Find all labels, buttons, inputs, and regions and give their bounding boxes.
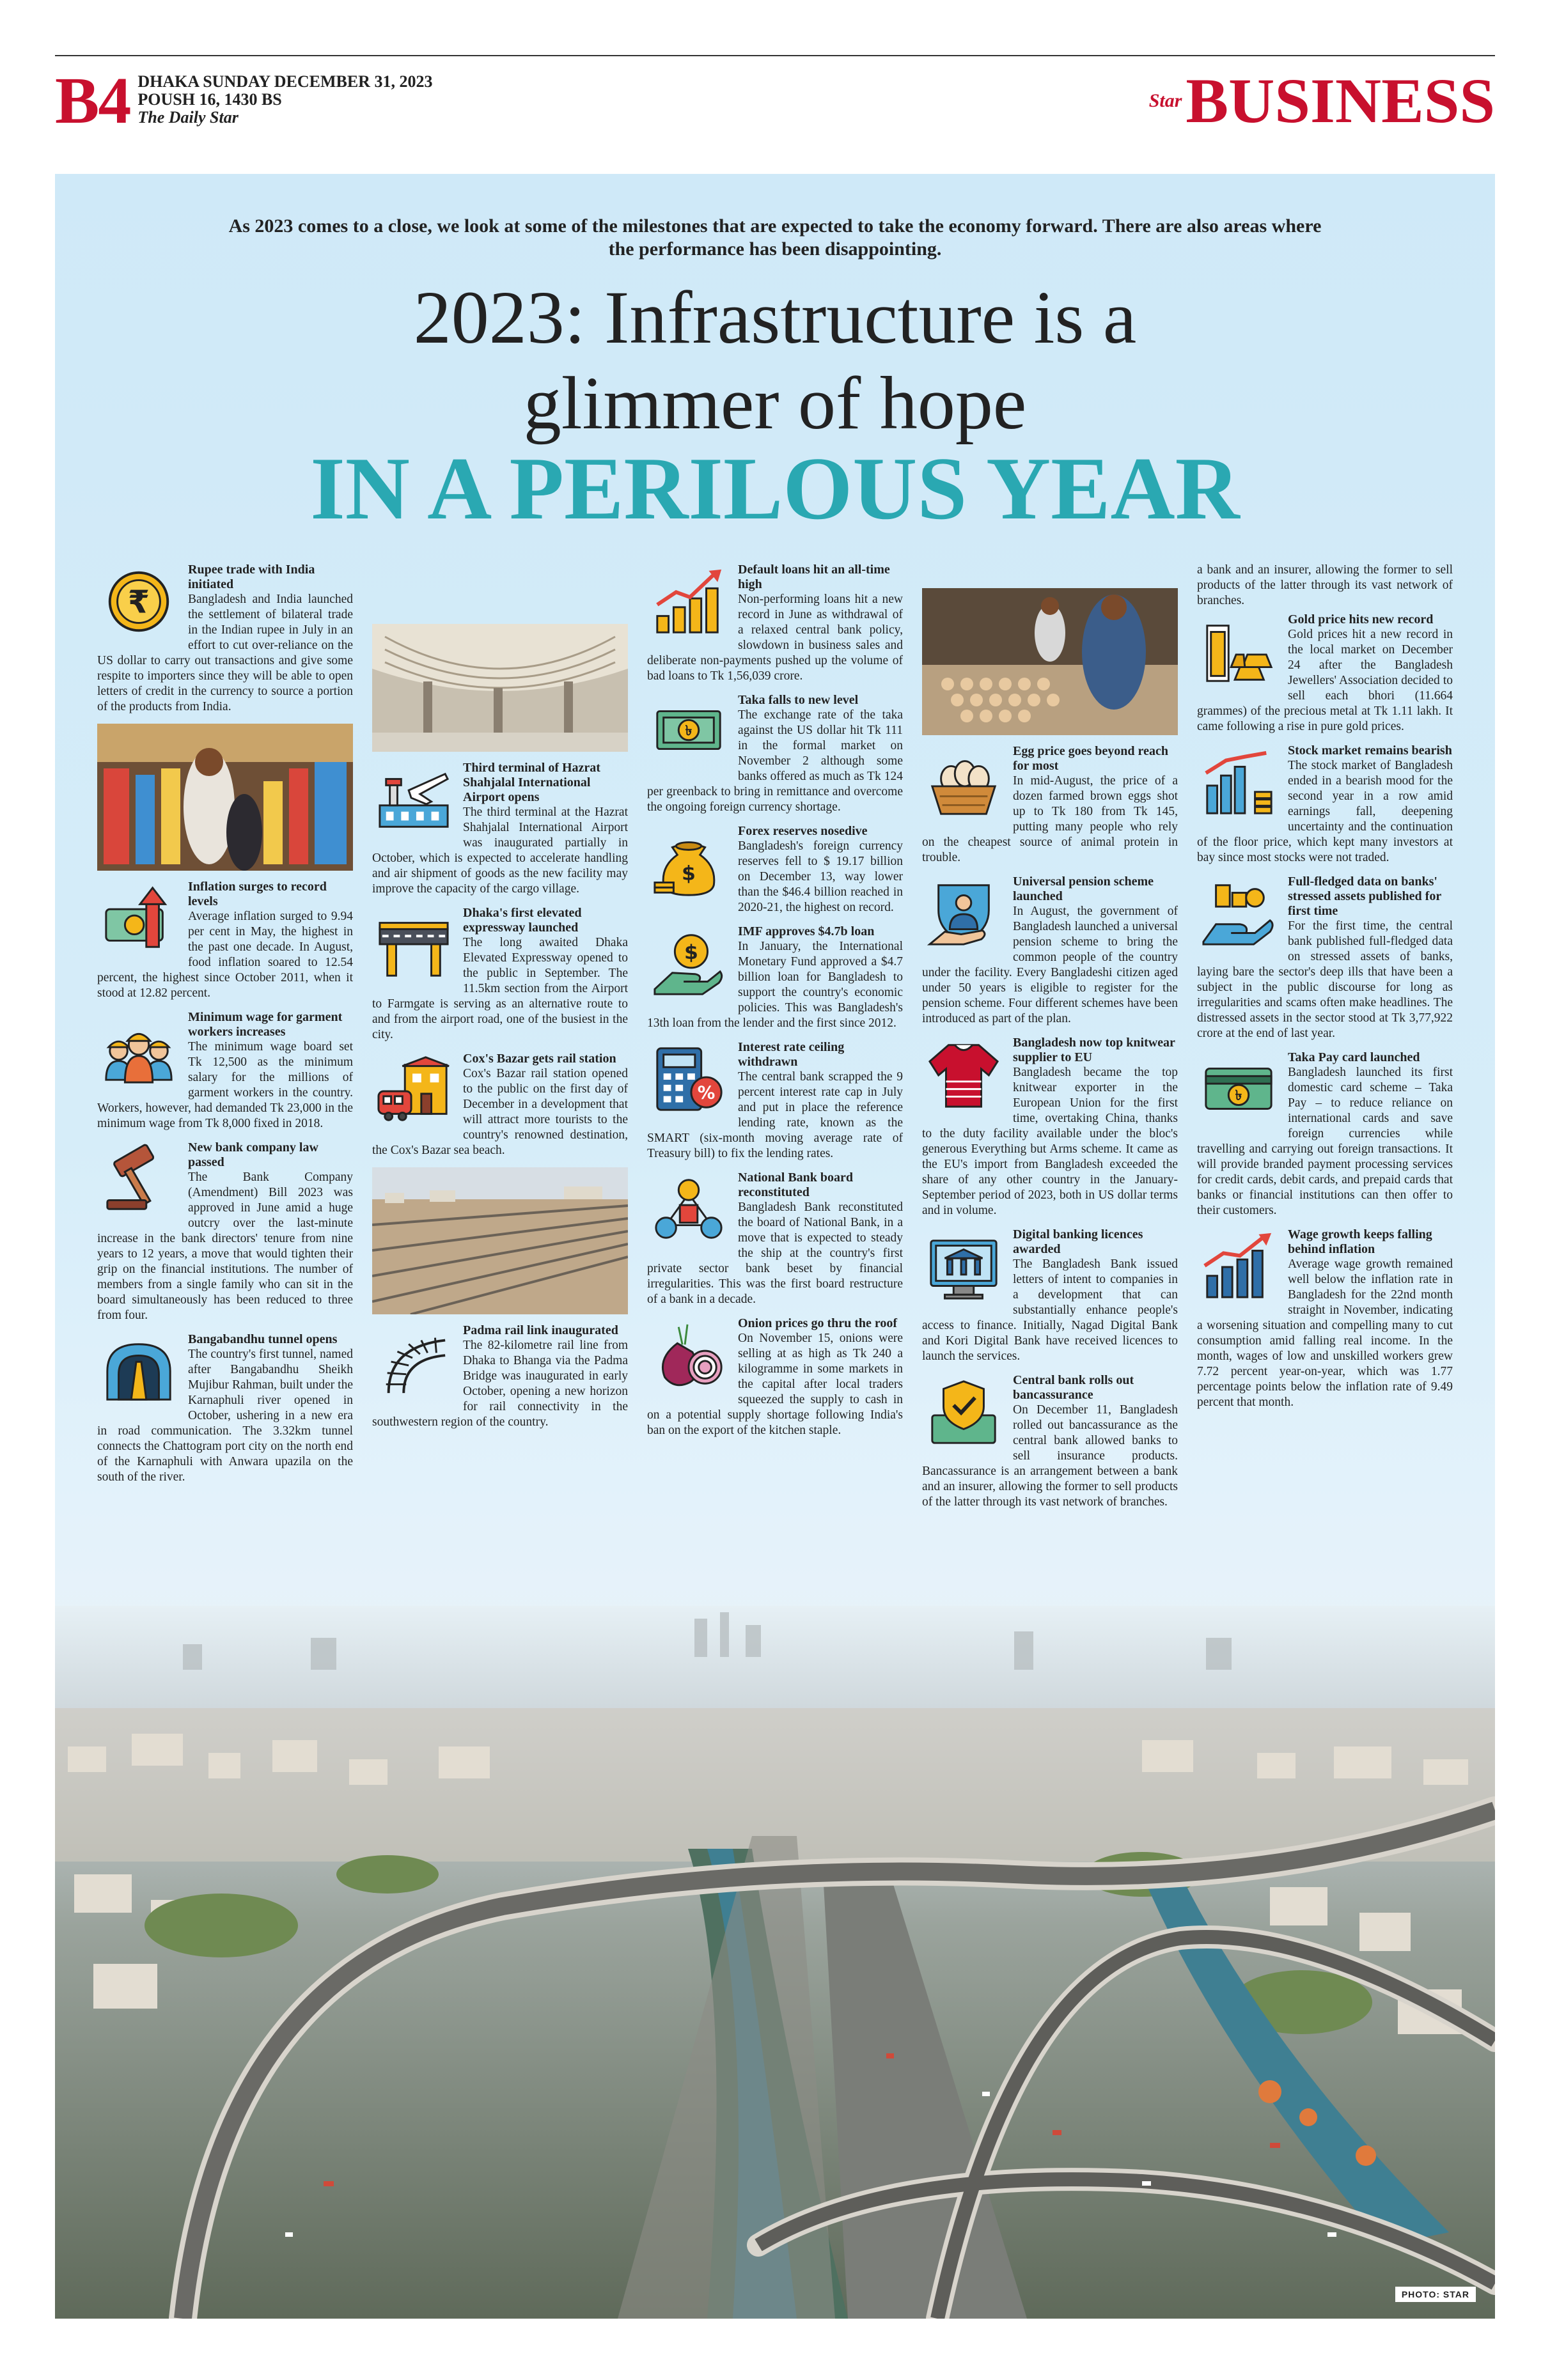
item-bancassurance xyxy=(922,1373,1178,1510)
item-heading: Bangabandhu tunnel opens xyxy=(188,1332,338,1346)
item-bank-law xyxy=(97,1140,353,1323)
item-heading: Minimum wage for garment workers increases xyxy=(188,1010,343,1039)
pension-hand-icon xyxy=(922,876,1005,951)
item-body: Bangladesh's foreign currency reserves fell to $ 19.17 billion on December 13, way lower than the $46.4 billion reached in 2020-21, the highest on record. xyxy=(738,839,903,914)
gavel-icon xyxy=(97,1142,180,1217)
item-heading: Gold price hits new record xyxy=(1288,612,1434,626)
column-4 xyxy=(922,563,1178,1764)
taka-card-icon xyxy=(1197,1052,1280,1127)
item-interest-rate xyxy=(647,1040,903,1162)
item-body: In August, the government of Bangladesh launched a universal pension scheme to bring the common people of the country under the facility. Every Bangladeshi citizen aged under 50 years is eligible to register for the pension scheme. Four different schemes have been introduced as part of the plan. xyxy=(922,905,1178,1025)
dateline xyxy=(137,70,432,127)
date: DHAKA SUNDAY DECEMBER 31, 2023 xyxy=(137,72,433,91)
item-digital-banking xyxy=(922,1227,1178,1364)
item-heading: Universal pension scheme launched xyxy=(1013,875,1154,903)
item-heading: Full-fledged data on banks' stressed assets published for first time xyxy=(1288,875,1441,918)
item-stressed-assets xyxy=(1197,875,1453,1041)
item-body: For the first time, the central bank published full-fledged data on stressed assets of banks, laying bare the sector's deep ills that have been a subject in the public discourse for long as irregularities and scams often make headlines. The distressed assets in the sector stood at Tk 3,77,922 crore at the end of last year. xyxy=(1197,919,1453,1040)
item-body: Bangladesh became the top knitwear exporter in the European Union for the first time, overtaking China, thanks to the duty facility available under the bloc's generous Everything but Arms scheme. It came as the EU's import from Bangladesh exceeded the share of any other country in the January-September period of 2023, both in US dollar terms and in volume. xyxy=(922,1066,1178,1217)
headline-line-1: 2023: Infrastructure is a xyxy=(413,276,1137,359)
item-heading: Onion prices go thru the roof xyxy=(738,1316,898,1330)
gold-bars-icon xyxy=(1197,614,1280,689)
dollar-hand-icon xyxy=(647,926,730,1001)
item-heading: Padma rail link inaugurated xyxy=(463,1323,618,1337)
item-heading: Wage growth keeps falling behind inflation xyxy=(1288,1227,1432,1256)
egg-market-photo xyxy=(922,588,1178,735)
section-title: BUSINESS xyxy=(1186,65,1495,136)
item-forex-reserves xyxy=(647,824,903,915)
sweater-icon xyxy=(922,1037,1005,1112)
railway-photo xyxy=(372,1167,628,1314)
rupee-coin-icon xyxy=(97,564,180,639)
item-rupee-trade xyxy=(97,563,353,715)
item-taka-falls xyxy=(647,693,903,815)
item-heading: Taka falls to new level xyxy=(738,693,859,707)
item-national-bank xyxy=(647,1171,903,1307)
item-heading: National Bank board reconstituted xyxy=(738,1171,854,1199)
intro-text: As 2023 comes to a close, we look at some of the milestones that are expected to take the economy forward. There are also areas where the performance has been disappointing. xyxy=(228,215,1322,260)
stock-bearish-icon xyxy=(1197,745,1280,820)
item-body: The central bank scrapped the 9 percent interest rate cap in July and put in place the reference lending rate, known as the SMART (six-month moving average rate of Treasury bill) to fix the lending rates. xyxy=(647,1070,903,1160)
hand-coins-icon xyxy=(1197,876,1280,951)
item-airport-terminal xyxy=(372,761,628,897)
item-body: Average wage growth remained well below the inflation rate in Bangladesh for the 22nd month straight in November, indicating a worsening situation and compelling many to cut consumption amid falling real income. In the month, wages of low and unskilled workers grew 7.72 percent year-on-year, which was 1.77 percentage points below the inflation rate of 9.49 percent that month. xyxy=(1197,1257,1453,1409)
item-wage-growth xyxy=(1197,1227,1453,1410)
item-egg-price xyxy=(922,744,1178,866)
item-body: Bangladesh Bank reconstituted the board of National Bank, in a move that is expected to steady the ship at the country's first private sector bank beset by financial irregularities. This was the first board restructure of a bank in a decade. xyxy=(647,1201,903,1306)
item-bancassurance-continued xyxy=(1197,563,1453,609)
item-body: The stock market of Bangladesh ended in a bearish mood for the second year in a row amid earnings fall, deepening uncertainty and the continuation of the floor price, which kept many investors at bay since most stocks were not traded. xyxy=(1197,759,1453,864)
masthead xyxy=(55,55,1495,137)
column-1 xyxy=(97,563,353,1764)
column-2 xyxy=(372,563,628,1764)
tunnel-icon xyxy=(97,1334,180,1409)
growth-chart-icon xyxy=(1197,1229,1280,1304)
terminal-photo xyxy=(372,624,628,752)
item-gold-price xyxy=(1197,612,1453,735)
item-imf-loan xyxy=(647,924,903,1031)
item-heading: Bangladesh now top knitwear supplier to EU xyxy=(1013,1036,1175,1064)
money-bags-icon xyxy=(647,825,730,901)
masthead-left xyxy=(55,64,433,137)
svg-text:৳: ৳ xyxy=(1235,1087,1242,1104)
item-body: Gold prices hit a new record in the local market on December 24 after the Bangladesh Jewellers' Association decided to sell each bhori (11.664 grammes) of the precious metal at Tk 1.11 lakh. It came following a rise in pure gold prices. xyxy=(1197,628,1453,733)
headline xyxy=(119,275,1431,446)
item-inflation xyxy=(97,880,353,1001)
digital-bank-icon xyxy=(922,1229,1005,1304)
item-heading: Default loans hit an all-time high xyxy=(738,563,890,591)
svg-text:%: % xyxy=(697,1082,716,1103)
item-body: In January, the International Monetary Fund approved a $4.7 billion loan for Bangladesh to support the country's economic policies. This was Bangladesh's 13th loan from the lender and the first since 2012. xyxy=(647,940,903,1030)
item-tunnel xyxy=(97,1332,353,1485)
item-minimum-wage xyxy=(97,1010,353,1132)
rising-bar-chart-icon xyxy=(647,564,730,639)
aerial-flyover-photo xyxy=(55,1606,1495,2319)
paper-name: The Daily Star xyxy=(137,108,239,127)
item-pension xyxy=(922,875,1178,1027)
item-heading: Central bank rolls out bancassurance xyxy=(1013,1373,1134,1402)
item-heading: Forex reserves nosedive xyxy=(738,824,868,838)
item-expressway xyxy=(372,906,628,1043)
svg-text:$: $ xyxy=(684,941,698,965)
rail-station-icon xyxy=(372,1053,455,1128)
item-heading: New bank company law passed xyxy=(188,1140,318,1169)
item-body: The exchange rate of the taka against the US dollar hit Tk 111 in the formal market on November 2 although some banks offered as much as Tk 124 per greenback to bring in remittance and overcome the ongoing foreign currency shortage. xyxy=(647,708,903,814)
headline-highlight: IN A PERILOUS YEAR xyxy=(310,439,1240,538)
feature-board xyxy=(55,174,1495,2319)
item-heading: Egg price goes beyond reach for most xyxy=(1013,744,1168,773)
photo-credit: PHOTO: STAR xyxy=(1395,2287,1476,2302)
svg-text:৳: ৳ xyxy=(685,722,693,739)
airport-terminal-icon xyxy=(372,762,455,837)
item-body: Bangladesh launched its first domestic card scheme – Taka Pay – to reduce reliance on international cards and save foreign currencies while travelling and carrying out foreign transactions. It will provide branded payment processing services for credit cards, debit cards, and prepaid cards that banks or financial institutions can then offer to their customers. xyxy=(1197,1066,1453,1217)
inflation-arrow-icon xyxy=(97,881,180,956)
item-body: In mid-August, the price of a dozen farmed brown eggs shot up to Tk 180 from Tk 145, putting many people who rely on the cheapest source of animal protein in trouble. xyxy=(922,774,1178,864)
garment-workers-icon xyxy=(97,1011,180,1087)
onion-icon xyxy=(647,1318,730,1393)
item-heading: Interest rate ceiling withdrawn xyxy=(738,1040,845,1069)
rail-link-icon xyxy=(372,1325,455,1400)
item-body: Non-performing loans hit a new record in June as withdrawal of a relaxed central bank policy, slowdown in business sales and deliberate non-payments pushed up the volume of bad loans to Tk 1,56,039 crore. xyxy=(647,593,903,683)
item-heading: Inflation surges to record levels xyxy=(188,880,327,908)
item-heading: Dhaka's first elevated expressway launched xyxy=(463,906,582,935)
item-onion-prices xyxy=(647,1316,903,1438)
bangla-date: POUSH 16, 1430 BS xyxy=(137,90,282,109)
item-body: The 82-kilometre rail line from Dhaka to Bhanga via the Padma Bridge was inaugurated in early October, opening a new horizon for rail connectivity in the southwestern region of the country. xyxy=(372,1339,628,1429)
item-body: Bangladesh and India launched the settlement of bilateral trade in the Indian rupee in July in an effort to cut over-reliance on the US dollar to carry out transactions and give some respite to importers since they will be able to open letters of credit in the currency to source a portion of the products from India. xyxy=(97,593,353,713)
item-taka-pay xyxy=(1197,1050,1453,1218)
market-photo xyxy=(97,724,353,871)
item-padma-rail xyxy=(372,1323,628,1430)
calculator-percent-icon xyxy=(647,1041,730,1117)
continued-body: a bank and an insurer, allowing the former to sell products of the latter through its vast network of branches. xyxy=(1197,563,1453,607)
item-default-loans xyxy=(647,563,903,684)
item-heading: IMF approves $4.7b loan xyxy=(738,924,875,938)
taka-note-icon xyxy=(647,694,730,770)
svg-text:$: $ xyxy=(682,862,696,885)
item-body: The country's first tunnel, named after Bangabandhu Sheikh Mujibur Rahman, built under the Karnaphuli river opened in October, ushering in a new era in road communication. The 3.32km tunnel connects the Chattogram port city on the north end of the Karnaphuli with Anwara upazila on the south of the river. xyxy=(97,1348,353,1484)
item-body: The long awaited Dhaka Elevated Expressway opened to the public in September. The 11.5km section from the Airport to Farmgate is serving as an alternative route to and from the airport road, one of the busiest in the city. xyxy=(372,936,628,1041)
masthead-right xyxy=(1148,65,1495,136)
item-heading: Rupee trade with India initiated xyxy=(188,563,315,591)
expressway-icon xyxy=(372,907,455,983)
column-5 xyxy=(1197,563,1453,1764)
insurance-shield-icon xyxy=(922,1374,1005,1450)
item-body: On December 11, Bangladesh rolled out bancassurance as the central bank allowed banks to sell insurance products. Bancassurance is an arrangement between a bank and an insurer, allowing the former to sell products of the latter through its vast network of branches. xyxy=(922,1403,1178,1509)
item-heading: Third terminal of Hazrat Shahjalal International Airport opens xyxy=(463,761,600,804)
item-body: Cox's Bazar rail station opened to the public on the first day of December in a development that will attract more tourists to the country's renowned destination, the Cox's Bazar sea beach. xyxy=(372,1067,628,1157)
item-coxs-bazar xyxy=(372,1052,628,1158)
item-heading: Stock market remains bearish xyxy=(1288,743,1452,758)
item-stock-market xyxy=(1197,743,1453,866)
item-body: The minimum wage board set Tk 12,500 as the minimum salary for the millions of garment workers in the country. Workers, however, had demanded Tk 23,000 in the minimum wage from Tk 8,000 fixed in 2018. xyxy=(97,1040,353,1130)
item-body: Average inflation surged to 9.94 per cent in May, the highest in the past one decade. In August, food inflation soared to 12.54 percent, the highest since October 2011, when it stood at 12.82 percent. xyxy=(97,910,353,1000)
egg-basket-icon xyxy=(922,745,1005,821)
item-heading: Cox's Bazar gets rail station xyxy=(463,1052,616,1066)
svg-text:₹: ₹ xyxy=(127,583,150,621)
headline-line-2: glimmer of hope xyxy=(523,361,1027,445)
item-heading: Digital banking licences awarded xyxy=(1013,1227,1143,1256)
item-body: The Bank Company (Amendment) Bill 2023 was approved in June amid a huge outcry over the last-minute increase in the bank directors' tenure from nine years to 12 years, a move that would tighten their grip on the financial institutions. The number of members from a single family who can sit in the board simultaneously has been reduced to three from four. xyxy=(97,1171,353,1322)
item-body: The Bangladesh Bank issued letters of intent to companies in a development that can substantially enhance people's access to finance. Initially, Nagad Digital Bank and Kori Digital Bank have received licences to launch the services. xyxy=(922,1257,1178,1363)
item-body: On November 15, onions were selling at as high as Tk 240 a kilogramme in some markets in the capital after local traders squeezed the supply to cash in on a potential supply shortage following India's ban on the export of the kitchen staple. xyxy=(647,1332,903,1437)
board-network-icon xyxy=(647,1172,730,1247)
item-heading: Taka Pay card launched xyxy=(1288,1050,1420,1064)
column-3 xyxy=(647,563,903,1764)
page-number: B4 xyxy=(55,64,130,137)
item-knitwear xyxy=(922,1036,1178,1218)
star-logo: Star xyxy=(1148,90,1182,111)
item-body: The third terminal at the Hazrat Shahjalal International Airport was inaugurated partially in October, which is expected to accelerate handling and air shipment of goods as the new facility may improve the capacity of the cargo village. xyxy=(372,805,628,896)
